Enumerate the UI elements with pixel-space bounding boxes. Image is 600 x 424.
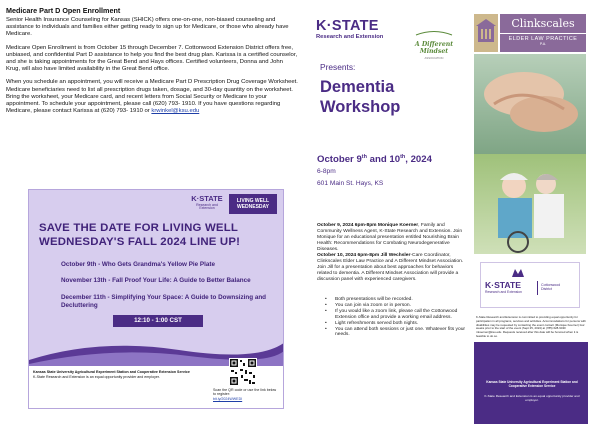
kstate-logo-text: K·STATE [316,18,379,34]
footer-purple-bar [474,342,588,424]
list-item: • You can attend both sessions or just one. Whatever fits your needs. [325,327,471,339]
clinkscales-logo-text [500,14,586,52]
footer-eeo: K-State Research and Extension is an equal opportunity provider and employer. [484,394,580,402]
presents-label: Presents: [320,62,356,72]
workshop-details-list [325,297,471,338]
workshop-title [320,78,400,117]
registration-link[interactable]: bit.ly/2024WWEDI [213,396,243,401]
clinkscales-name: Clinkscales [511,17,575,30]
session-1-heading: October 9, 2024 6pm-8pm Monique Koerner [317,223,419,228]
qr-instructions-text: Scan the QR code or use the link below to register: [213,388,277,397]
medicare-paragraph-1: Senior Health Insurance Counseling for Kansas (SHICK) offers one-on-one, non-biased counseling and assistance to individuals and families either getting ready to sign up for Medicare, or those who already have Medicare. [6,17,289,38]
lineup-item-november: November 13th - Fall Proof Your Life: A Guide to Better Balance [61,277,251,284]
list-item: • You can join via zoom or in person. [325,303,471,309]
logo-divider [537,281,538,295]
kstate-logo [190,195,224,211]
event-address: 601 Main St. Hays, KS [317,180,384,187]
leaf-icon [414,30,454,36]
medicare-article [6,6,298,121]
karissa-email-link[interactable]: krwinkel@ksu.edu [151,108,200,115]
event-date-part-3: , 2024 [405,154,432,166]
kstate-logo-text: K·STATE [485,280,521,290]
clinkscales-logo [474,14,586,52]
event-date-sup-2: th [400,154,406,160]
list-item: • Light refreshments served both nights. [325,321,471,327]
living-well-flyer [28,189,284,409]
footer-institution: Kansas State University Agricultural Experiment Station and Cooperative Extension Service [486,380,578,388]
kstate-logo [316,19,383,40]
qr-instructions [213,388,277,401]
list-item: • If you would like a zoom link, please call the Cottonwood Extension office and provide a working email address. [325,309,471,321]
session-october-10 [317,253,467,283]
workshop-title-line-2: Workshop [320,97,401,116]
kstate-logo-subtext: Research and Extension [316,33,384,40]
event-date-part-2: and 10 [367,154,401,166]
event-date-sup-1: th [361,154,367,160]
mindset-logo-name: A Different Mindset [414,41,454,55]
accessibility-statement: K-State Research and Extension is committed to providing equal opportunity for participation in all programs, services and activities. Accommodations for persons with disabilities may be requested by contacting the event contact (Monique Koerner) four weeks prior to the start of the event (Sept 25, 2024) at (785) 628-9430 mkoerner@ksu.edu. Requests received after this date will be honored when it is feasible to do so. [476,315,586,338]
district-name-line-2: District [541,287,552,292]
event-time: 6-8pm [317,168,336,175]
district-name [541,283,560,292]
session-2-heading: October 10, 2024 6pm-8pm Jill Wechsler [317,253,411,258]
lineup-item-december: December 11th - Simplifying Your Space: A Guide to Downsizing and Decluttering [61,294,267,309]
wildcat-icon [511,267,525,279]
medicare-paragraph-2: Medicare Open Enrollment is from October 15 through December 7. Cottonwood Extension District offers free, unbiased, and confidential Part D assistance to help you find the best drug plan. Karissa is a certified counselor, and she is taking appointments for the Great Bend and Hays offices. Certified volunteers, Donna and John Krug, will also have limited availability in the Great Bend office. [6,44,298,73]
medicare-title: Medicare Part D Open Enrollment [6,6,121,15]
living-well-badge [229,194,277,214]
registration-qr-code[interactable] [229,358,257,386]
lineup-item-october: October 9th - Who Gets Grandma's Yellow Pie Plate [61,261,215,268]
medicare-paragraph-3-text: When you schedule an appointment, you will receive a Medicare Part D Prescription Drug Coverage Worksheet. Medicare beneficiaries need to list all prescription drugs taken, dosage, and 30-day quantity on the worksheet. Bring the worksheet, your Medicare card, and recent letters from Social Security or Medicare to your appointment. To schedule your appointment, please call (620) 793- 1910. If you have questions regarding Medicare, please contact Karissa at (620) 793- 1910 or [6,79,298,115]
event-date [317,154,432,165]
session-2-text: -Care Coordinator, Clinkscales Elder Law Practice and A Different Mindset Association. Join Jill for a presentation about best approaches for behaviors related to dementia. A Different Mindset Association will provide a discussion panel with experienced caregivers. [317,253,464,282]
different-mindset-logo [404,23,464,60]
kstate-logo-subtext: Research and Extension [196,202,218,210]
flyer-footer-institution: Kansas State University Agricultural Experiment Station and Cooperative Extension Service [33,370,190,374]
list-item: • Both presentations will be recorded. [325,297,471,303]
medicare-paragraph-3 [6,79,298,115]
clinkscales-subtitle: ELDER LAW PRACTICE [500,33,586,42]
session-1-text: , Family and Community Wellness Agent, K-State Research and Extension. Join Monique for an educational presentation entitled Nourishing Brain Health: Recommendations for Combating Neurodegenerative Diseases. [317,223,463,252]
save-the-date-headline: SAVE THE DATE FOR LIVING WELL WEDNESDAY'S FALL 2024 LINE UP! [39,222,241,248]
district-name-line-1: Cottonwood [541,283,561,287]
session-time-badge: 12:10 - 1:00 CST [113,315,203,327]
event-date-part-1: October 9 [317,154,362,166]
workshop-title-line-1: Dementia [320,78,395,96]
badge-line-1: LIVING WELL [236,198,270,204]
kstate-logo-text: K·STATE [191,194,223,203]
badge-line-2: WEDNESDAY [236,204,270,210]
kstate-logo-subtext: Research and Extension [485,289,522,294]
building-icon [474,14,498,52]
caregiver-photo [474,54,586,254]
clinkscales-pa: P.A. [539,42,547,46]
cottonwood-district-logo [480,262,580,308]
kstate-logo [485,281,522,294]
flyer-footer-eeo: K-State Research and Extension is an equal opportunity provider and employer. [33,375,160,379]
mindset-logo-sub: ASSOCIATION [424,56,444,60]
session-october-9 [317,223,467,253]
